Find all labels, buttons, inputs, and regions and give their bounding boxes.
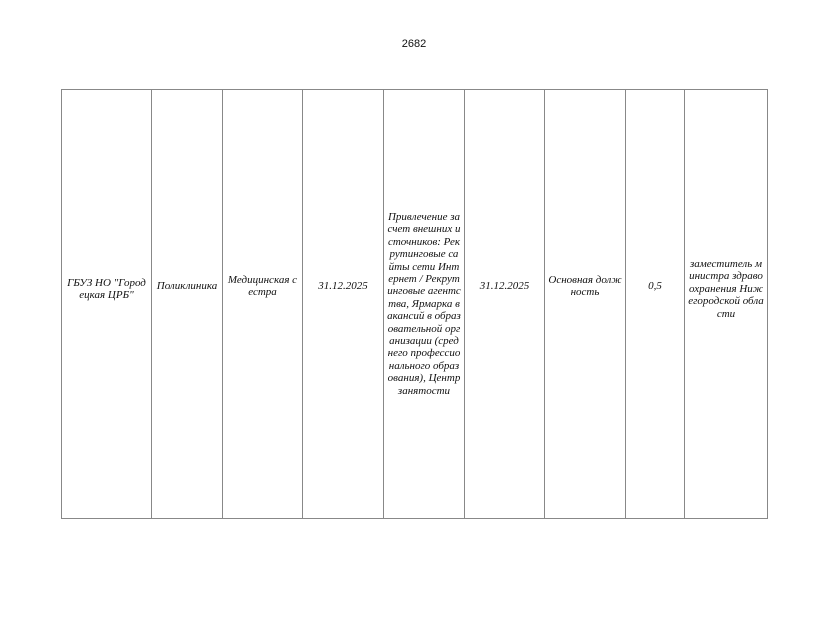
organization-cell: ГБУЗ НО "Городецкая ЦРБ" — [62, 90, 152, 519]
table-row — [62, 90, 768, 519]
date-end-cell: 31.12.2025 — [465, 90, 545, 519]
responsible-person-cell: заместитель министра здравоохранения Нижегородской области — [685, 90, 768, 519]
position-cell: Медицинская сестра — [223, 90, 303, 519]
department-cell: Поликлиника — [152, 90, 223, 519]
employment-type-cell: Основная должность — [545, 90, 626, 519]
date-start-cell: 31.12.2025 — [303, 90, 384, 519]
staffing-table — [61, 89, 768, 519]
rate-cell: 0,5 — [626, 90, 685, 519]
page-number: 2682 — [401, 38, 427, 50]
recruitment-sources-cell: Привлечение за счет внешних источников: Рекрутинговые сайты сети Интернет / Рекрутинговые агентства, Ярмарка вакансий в образовательной организации (среднего профессионального образования), Центр занятости — [384, 90, 465, 519]
